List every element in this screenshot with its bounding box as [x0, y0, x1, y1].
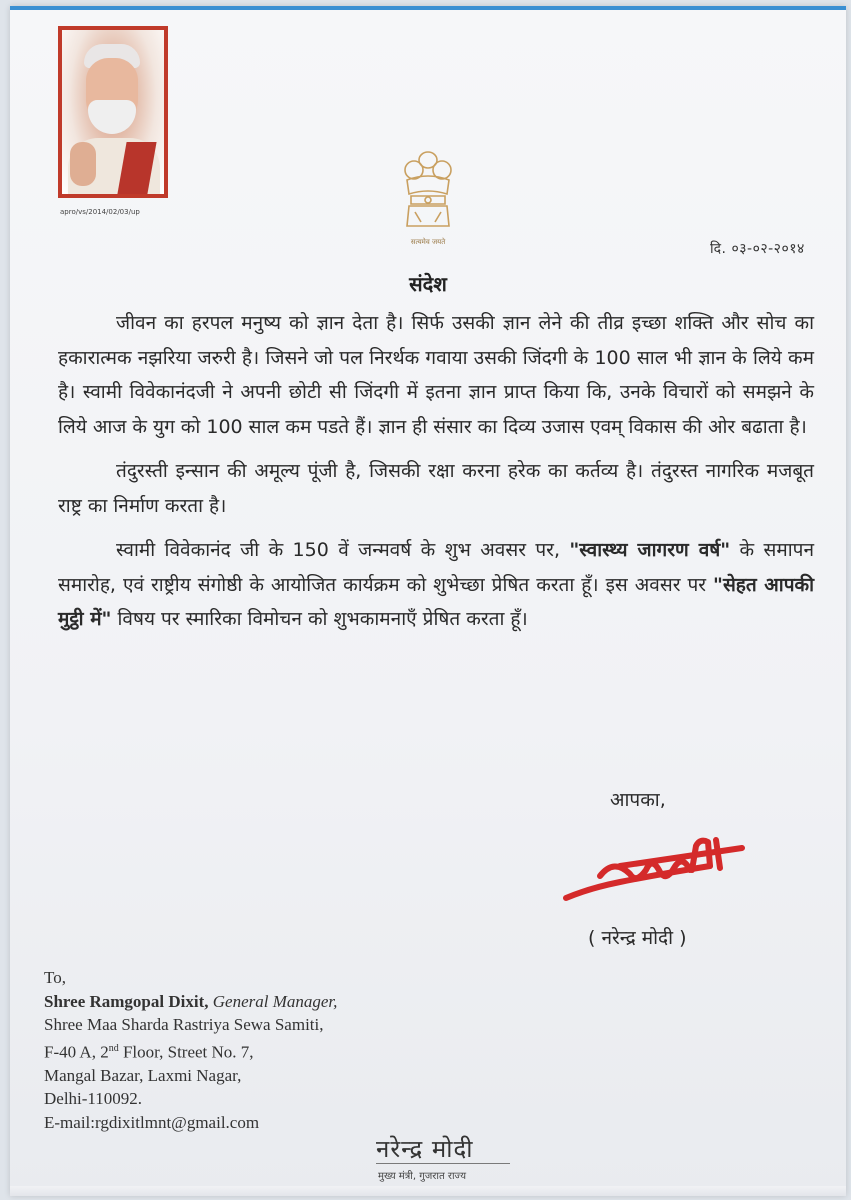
letter-title: संदेश	[409, 272, 447, 296]
recipient-name: Shree Ramgopal Dixit,	[44, 991, 209, 1011]
letter-sheet	[10, 6, 846, 1196]
top-color-band	[10, 6, 846, 10]
event-name: "स्वास्थ्य जागरण वर्ष"	[569, 539, 731, 561]
address-line-1: Shree Maa Sharda Rastriya Sewa Samiti,	[44, 1015, 324, 1034]
bottom-edge	[10, 1186, 846, 1196]
paragraph-1: जीवन का हरपल मनुष्य को ज्ञान देता है। सिर्फ उसकी ज्ञान लेने की तीव्र इच्छा शक्ति और सोच का हकारात्मक नझरिया जरुरी है। जिसने जो पल निरर्थक गवाया उसकी जिंदगी के 100 साल भी ज्ञान के लिये कम है। स्वामी विवेकानंदजी ने अपनी छोटी सी जिंदगी में इतना ज्ञान प्राप्त किया कि, उनके विचारों को समझने के लिये आज के युग को 100 साल कम पडते हैं। ज्ञान ही संसार का दिव्य उजास एवम् विकास की ओर बढाता है।	[58, 312, 814, 438]
letterhead-designation: मुख्य मंत्री, गुजरात राज्य	[378, 1171, 467, 1182]
recipient-email: E-mail:rgdixitlmnt@gmail.com	[44, 1112, 260, 1132]
address-line-4: Delhi-110092.	[44, 1089, 143, 1109]
footer-divider	[376, 1163, 510, 1164]
letter-body	[58, 306, 814, 647]
portrait-image	[62, 30, 164, 194]
recipient-role: General Manager,	[208, 991, 338, 1011]
closing-salutation: आपका,	[610, 789, 666, 811]
emblem-caption: सत्यमेव जयते	[410, 238, 446, 246]
letter-date: दि. ०३-०२-२०१४	[710, 241, 805, 257]
souvenir-topic: "सेहत आपकी मुट्ठी में"	[58, 573, 815, 630]
address-line-2: F-40 A, 2nd Floor, Street No. 7,	[44, 1042, 254, 1062]
paragraph-2: तंदुरस्ती इन्सान की अमूल्य पूंजी है, जिसकी रक्षा करना हरेक का कर्तव्य है। तंदुरस्त नागरिक मजबूत राष्ट्र का निर्माण करता है।	[58, 460, 814, 517]
recipient-address	[44, 966, 337, 1134]
signatory-name: ( नरेन्द्र मोदी )	[588, 927, 687, 949]
reference-number: apro/vs/2014/02/03/up	[60, 208, 140, 216]
address-line-3: Mangal Bazar, Laxmi Nagar,	[44, 1065, 242, 1085]
national-emblem-icon	[395, 146, 461, 250]
address-to: To,	[44, 968, 66, 987]
portrait-photo	[58, 26, 168, 198]
letterhead-name: नरेन्द्र मोदी	[376, 1135, 474, 1163]
paragraph-3: स्वामी विवेकानंद जी के 150 वें जन्मवर्ष के शुभ अवसर पर, "स्वास्थ्य जागरण वर्ष" के समापन समारोह, एवं राष्ट्रीय संगोष्ठी के आयोजित कार्यक्रम को शुभेच्छा प्रेषित करता हूँ। इस अवसर पर "सेहत आपकी मुट्ठी में" विषय पर स्मारिका विमोचन को शुभकामनाएँ प्रेषित करता हूँ।	[58, 539, 815, 630]
handwritten-signature	[560, 826, 750, 916]
